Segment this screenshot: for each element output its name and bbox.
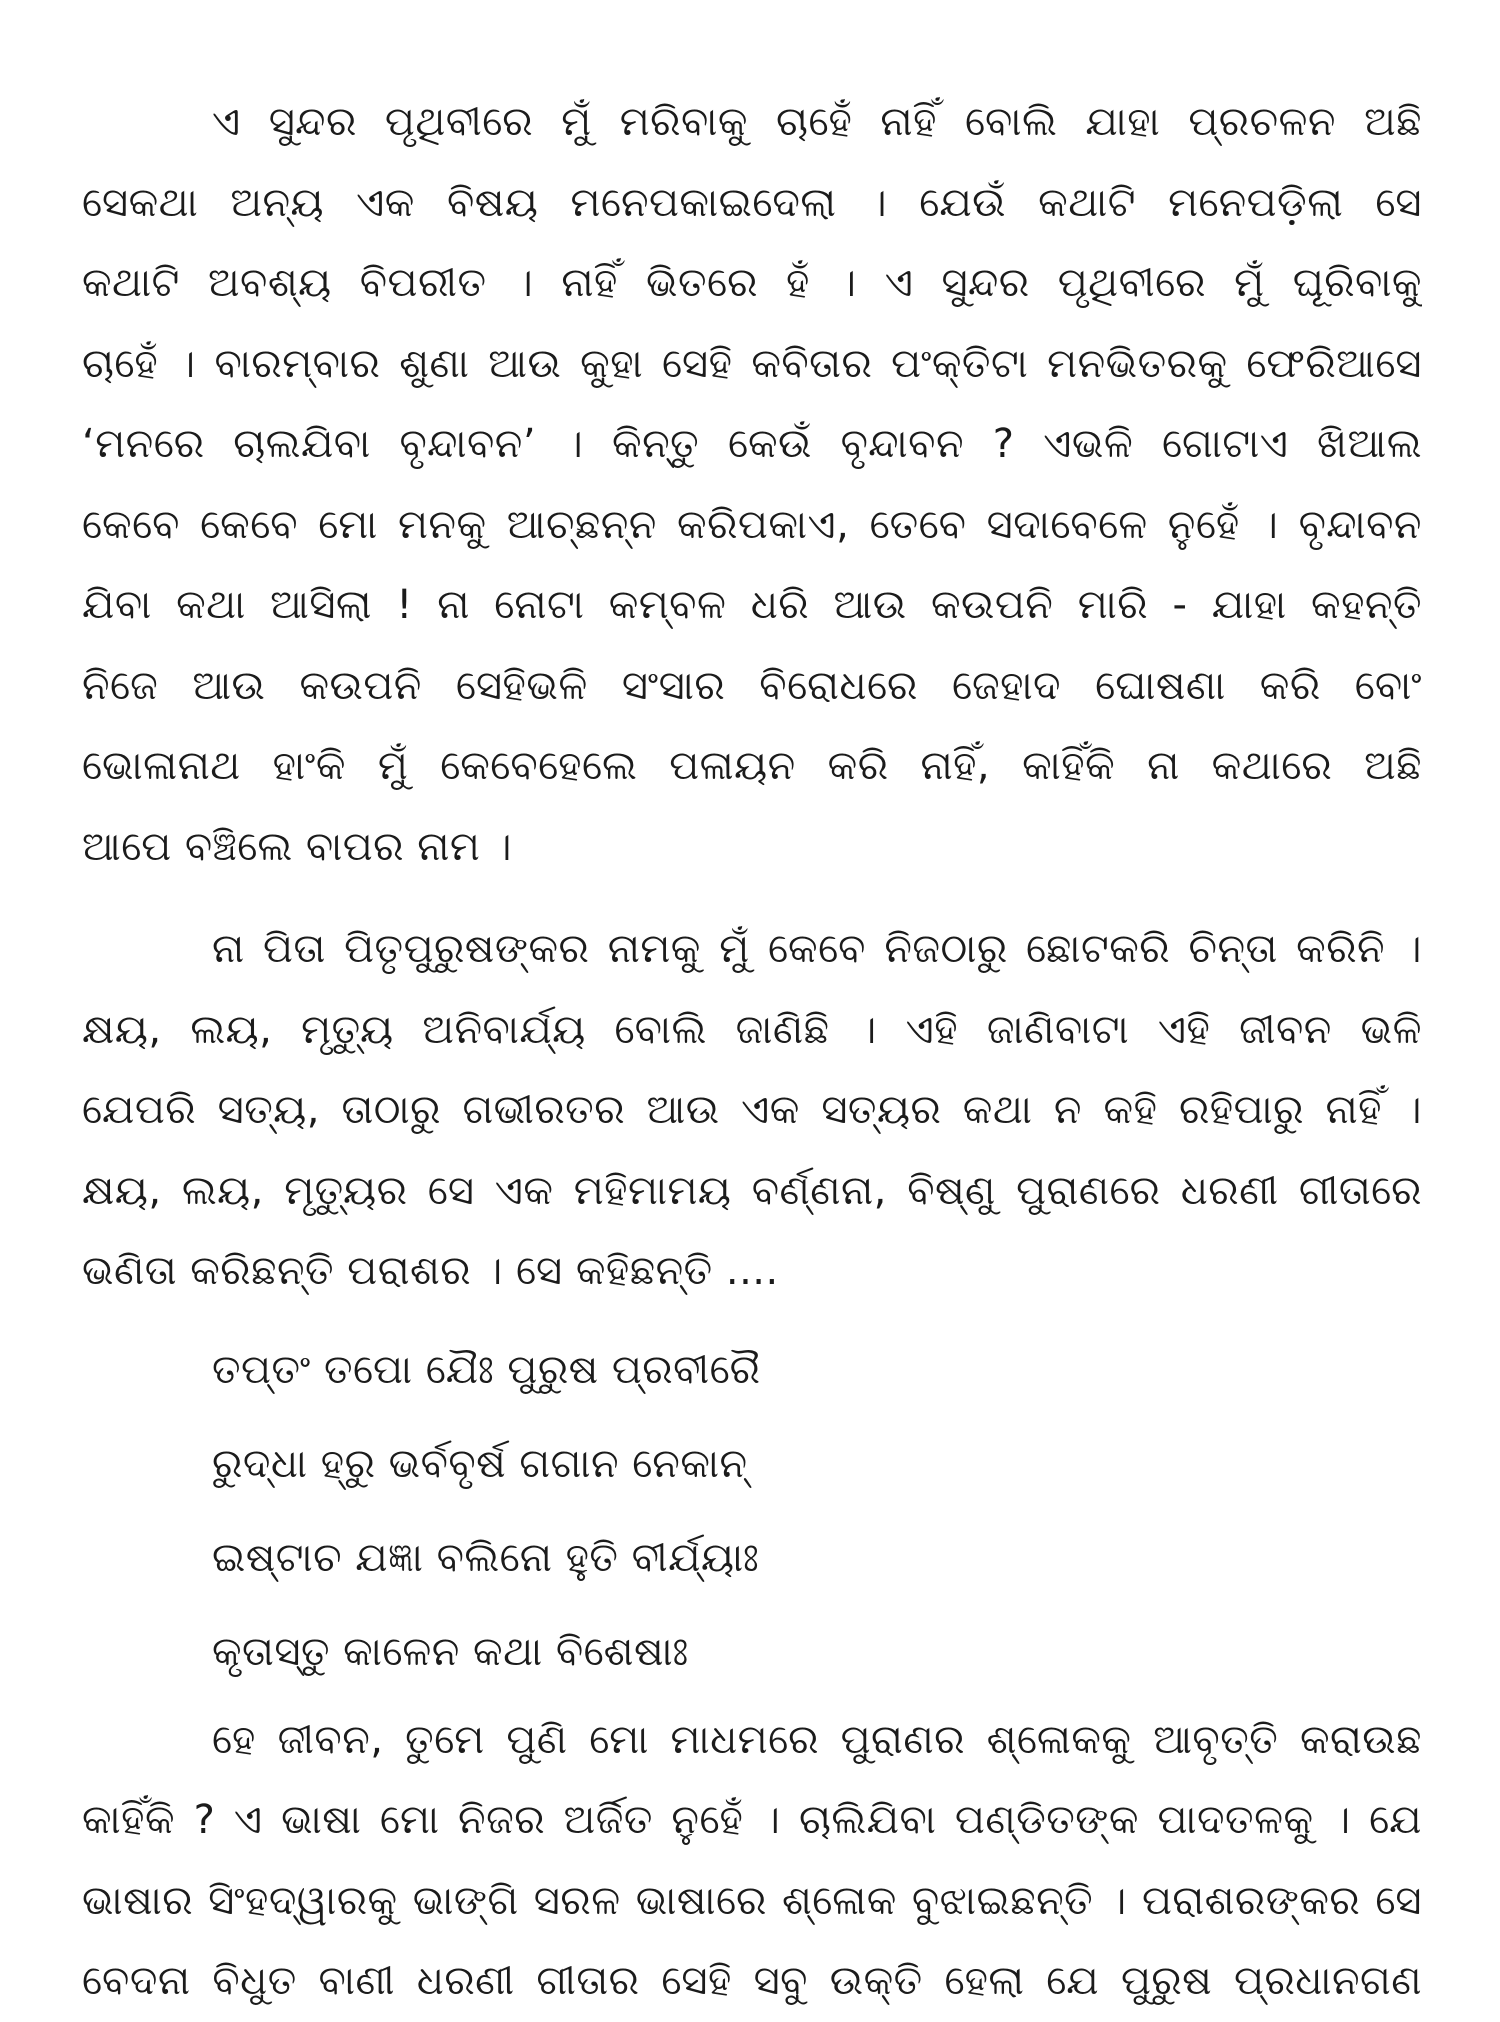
paragraph-3 bbox=[82, 1700, 1422, 2022]
verse-line: ରୁଦ୍ଧା ହ୍ରୁ ଭର୍ବବୃର୍ଷ ଗଗାନ ନେକାନ୍ bbox=[212, 1440, 748, 1487]
verse-line: ଇଷ୍ଟାଚ ଯଜ୍ଞା ବଲିନୋ ହୁତି ବୀର୍ଯ୍ୟାଃ bbox=[212, 1534, 760, 1581]
text-line: କେବେ କେବେ ମୋ ମନକୁ ଆଚ୍ଛନ୍ନ କରିପକାଏ, ତେବେ ସଦାବେଳେ ନୁହେଁ । ବୃନ୍ଦାବନ bbox=[82, 501, 1422, 548]
text-line: କଥାଟି ଅବଶ୍ୟ ବିପରୀତ । ନାହିଁ ଭିତରେ ହଁ । ଏ ସୁନ୍ଦର ପୃଥିବୀରେ ମୁଁ ଘୂରିବାକୁ bbox=[82, 260, 1422, 306]
paragraph-1 bbox=[82, 82, 1422, 887]
text-line: ଚାହେଁ । ବାରମ୍ବାର ଶୁଣା ଆଉ କୁହା ସେହି କବିତାର ପଂକ୍ତିଟା ମନଭିତରକୁ ଫେରିଆସେ bbox=[82, 340, 1422, 387]
text-line: ନା ପିତା ପିତୃପୁରୁଷଙ୍କର ନାମକୁ ମୁଁ କେବେ ନିଜଠାରୁ ଛୋଟକରି ଚିନ୍ତା କରିନି । bbox=[212, 926, 1422, 972]
verse-line: ତପ୍ତଂ ତପୋ ଯୈଃ ପୁରୁଷ ପ୍ରବୀରୈ bbox=[212, 1346, 761, 1393]
text-line: ଭୋଳାନାଥ ହାଂକି ମୁଁ କେବେହେଲେ ପଳାୟନ କରି ନାହିଁ, କାହିଁକି ନା କଥାରେ ଅଛି bbox=[82, 743, 1422, 789]
text-line: କ୍ଷୟ, ଲୟ, ମୃତ୍ୟୁ ଅନିବାର୍ଯ୍ୟ ବୋଲି ଜାଣିଛି । ଏହି ଜାଣିବାଟା ଏହି ଜୀବନ ଭଳି bbox=[82, 1006, 1422, 1053]
text-line: ସେକଥା ଅନ୍ୟ ଏକ ବିଷୟ ମନେପକାଇଦେଲା । ଯେଉଁ କଥାଟି ମନେପଡ଼ିଲା ସେ bbox=[82, 179, 1422, 226]
text-line: ହେ ଜୀବନ, ତୁମେ ପୁଣି ମୋ ମାଧମରେ ପୁରାଣର ଶ୍ଳୋକକୁ ଆବୃତ୍ତି କରାଉଛ bbox=[212, 1716, 1422, 1763]
text-line: ନିଜେ ଆଉ କଉପନି ସେହିଭଳି ସଂସାର ବିରୋଧରେ ଜେହାଦ ଘୋଷଣା କରି ବୋଂ bbox=[82, 662, 1422, 709]
text-line: ଯିବା କଥା ଆସିଲା ! ନା ନୋଟା କମ୍ବଳ ଧରି ଆଉ କଉପନି ମାରି - ଯାହା କହନ୍ତି bbox=[82, 582, 1422, 628]
text-line: ‘ମନରେ ଚାଲଯିବା ବୃନ୍ଦାବନ’ । କିନ୍ତୁ କେଉଁ ବୃନ୍ଦାବନ ? ଏଭଳି ଗୋଟାଏ ଖିଆଲ bbox=[82, 421, 1422, 467]
text-line: ଯେପରି ସତ୍ୟ, ତାଠାରୁ ଗଭୀରତର ଆଉ ଏକ ସତ୍ୟର କଥା ନ କହି ରହିପାରୁ ନାହିଁ । bbox=[82, 1087, 1422, 1133]
text-line: କ୍ଷୟ, ଲୟ, ମୃତ୍ୟୁର ସେ ଏକ ମହିମାମୟ ବର୍ଣ୍ଣନା, ବିଷ୍ଣୁ ପୁରାଣରେ ଧରଣୀ ଗୀତାରେ bbox=[82, 1167, 1422, 1214]
text-line: ଭାଷାର ସିଂହଦ୍ୱାରକୁ ଭାଙ୍ଗି ସରଳ ଭାଷାରେ ଶ୍ଳୋକ ବୁଝାଇଛନ୍ତି । ପରାଶରଙ୍କର ସେ bbox=[82, 1877, 1422, 1924]
text-line: ଏ ସୁନ୍ଦର ପୃଥିବୀରେ ମୁଁ ମରିବାକୁ ଚାହେଁ ନାହିଁ ବୋଲି ଯାହା ପ୍ରଚଳନ ଅଛି bbox=[212, 99, 1422, 145]
verse-line: କୃତାସ୍ତୁ କାଳେନ କଥା ବିଶେଷାଃ bbox=[212, 1628, 689, 1675]
text-line: କାହିଁକି ? ଏ ଭାଷା ମୋ ନିଜର ଅର୍ଜିତ ନୁହେଁ । ଚାଲିଯିବା ପଣ୍ଡିତଙ୍କ ପାଦତଳକୁ । ଯେ bbox=[82, 1797, 1422, 1843]
verse-block bbox=[82, 1330, 1422, 1692]
text-line: ଆପେ ବଞ୍ଚିଲେ ବାପର ନାମ । bbox=[82, 823, 512, 870]
text-line: ବେଦନା ବିଧୁତ ବାଣୀ ଧରଣୀ ଗୀତାର ସେହି ସବୁ ଉକ୍ତି ହେଲା ଯେ ପୁରୁଷ ପ୍ରଧାନଗଣ bbox=[82, 1958, 1422, 2004]
text-line: ଭଣିତା କରିଛନ୍ତି ପରାଶର । ସେ କହିଛନ୍ତି .... bbox=[82, 1248, 779, 1294]
paragraph-2 bbox=[82, 909, 1422, 1312]
